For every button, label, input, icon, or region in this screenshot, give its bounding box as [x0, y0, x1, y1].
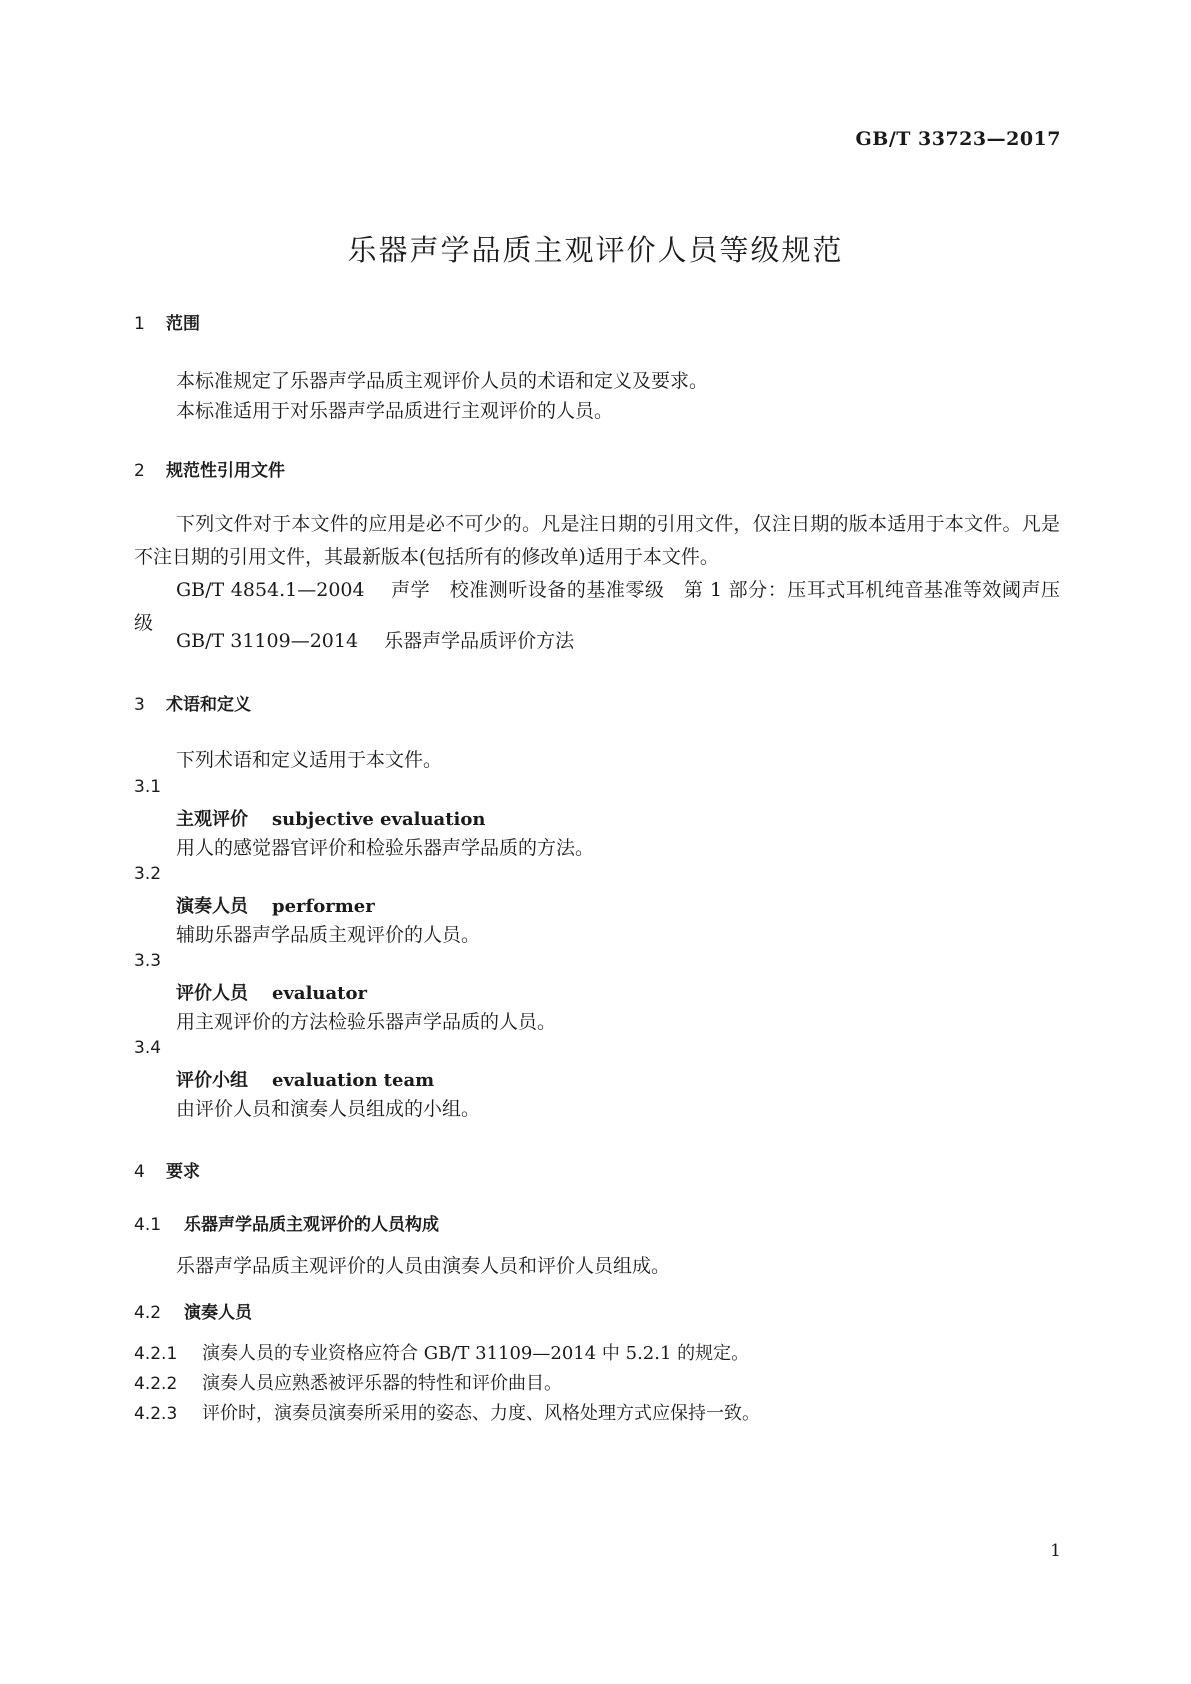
term-number: 3.3 [134, 951, 162, 971]
term-zh: 评价人员 [176, 983, 248, 1004]
term-zh: 评价小组 [176, 1070, 248, 1091]
clause-number: 4.2.3 [134, 1404, 178, 1424]
term-heading [176, 892, 375, 918]
standard-code: GB/T 33723—2017 [855, 128, 1061, 150]
section-title: 规范性引用文件 [166, 461, 285, 481]
term-zh: 演奏人员 [176, 896, 248, 917]
section-number: 2 [134, 461, 145, 481]
term-zh: 主观评价 [176, 809, 248, 830]
term-heading [176, 1066, 434, 1092]
subsection-4-2-heading [134, 1298, 252, 1323]
term-heading [176, 805, 485, 831]
subsection-4-1-paragraph: 乐器声学品质主观评价的人员由演奏人员和评价人员组成。 [176, 1255, 671, 1277]
terms-intro: 下列术语和定义适用于本文件。 [176, 749, 443, 771]
reference-title: 乐器声学品质评价方法 [384, 630, 575, 652]
subsection-number: 4.1 [134, 1215, 162, 1235]
section-title: 术语和定义 [166, 695, 251, 715]
subsection-title: 演奏人员 [184, 1303, 252, 1323]
clause-text: 评价时，演奏员演奏所采用的姿态、力度、风格处理方式应保持一致。 [202, 1403, 760, 1424]
section-number: 4 [134, 1162, 145, 1182]
clause-item [134, 1399, 760, 1425]
term-definition: 由评价人员和演奏人员组成的小组。 [176, 1098, 481, 1120]
subsection-number: 4.2 [134, 1303, 162, 1323]
term-en: performer [272, 896, 375, 917]
normative-references-intro: 下列文件对于本文件的应用是必不可少的。凡是注日期的引用文件，仅注日期的版本适用于本文件。凡是不注日期的引用文件，其最新版本(包括所有的修改单)适用于本文件。 [134, 513, 1060, 568]
subsection-4-1-heading [134, 1210, 439, 1235]
section-2-heading [134, 456, 285, 481]
scope-paragraph-2: 本标准适用于对乐器声学品质进行主观评价的人员。 [176, 400, 614, 422]
clause-item [134, 1339, 749, 1365]
clause-number: 4.2.2 [134, 1374, 178, 1394]
subsection-title: 乐器声学品质主观评价的人员构成 [184, 1215, 439, 1235]
reference-item [176, 626, 574, 653]
term-en: subjective evaluation [272, 809, 486, 830]
term-definition: 辅助乐器声学品质主观评价的人员。 [176, 924, 481, 946]
section-number: 3 [134, 695, 145, 715]
clause-item [134, 1369, 562, 1395]
reference-code: GB/T 4854.1—2004 [176, 579, 365, 601]
term-number: 3.2 [134, 864, 162, 884]
term-number: 3.1 [134, 777, 162, 797]
page-number: 1 [1050, 1541, 1061, 1561]
clause-text: 演奏人员应熟悉被评乐器的特性和评价曲目。 [202, 1373, 562, 1394]
term-en: evaluation team [272, 1070, 435, 1091]
term-en: evaluator [272, 983, 367, 1004]
section-title: 要求 [166, 1162, 200, 1182]
scope-paragraph-1: 本标准规定了乐器声学品质主观评价人员的术语和定义及要求。 [176, 370, 709, 392]
reference-code: GB/T 31109—2014 [176, 630, 359, 652]
section-1-heading [134, 309, 200, 334]
section-3-heading [134, 690, 251, 715]
section-number: 1 [134, 314, 145, 334]
section-title: 范围 [166, 314, 200, 334]
document-title: 乐器声学品质主观评价人员等级规范 [347, 233, 844, 267]
section-4-heading [134, 1157, 200, 1182]
term-number: 3.4 [134, 1038, 162, 1058]
term-heading [176, 979, 367, 1005]
clause-number: 4.2.1 [134, 1344, 178, 1364]
term-definition: 用主观评价的方法检验乐器声学品质的人员。 [176, 1011, 557, 1033]
clause-text: 演奏人员的专业资格应符合 GB/T 31109—2014 中 5.2.1 的规定。 [202, 1343, 750, 1364]
reference-title: 声学 校准测听设备的基准零级 第 1 部分：压耳式耳机纯音基准等效阈声压级 [134, 579, 1060, 634]
term-definition: 用人的感觉器官评价和检验乐器声学品质的方法。 [176, 837, 595, 859]
